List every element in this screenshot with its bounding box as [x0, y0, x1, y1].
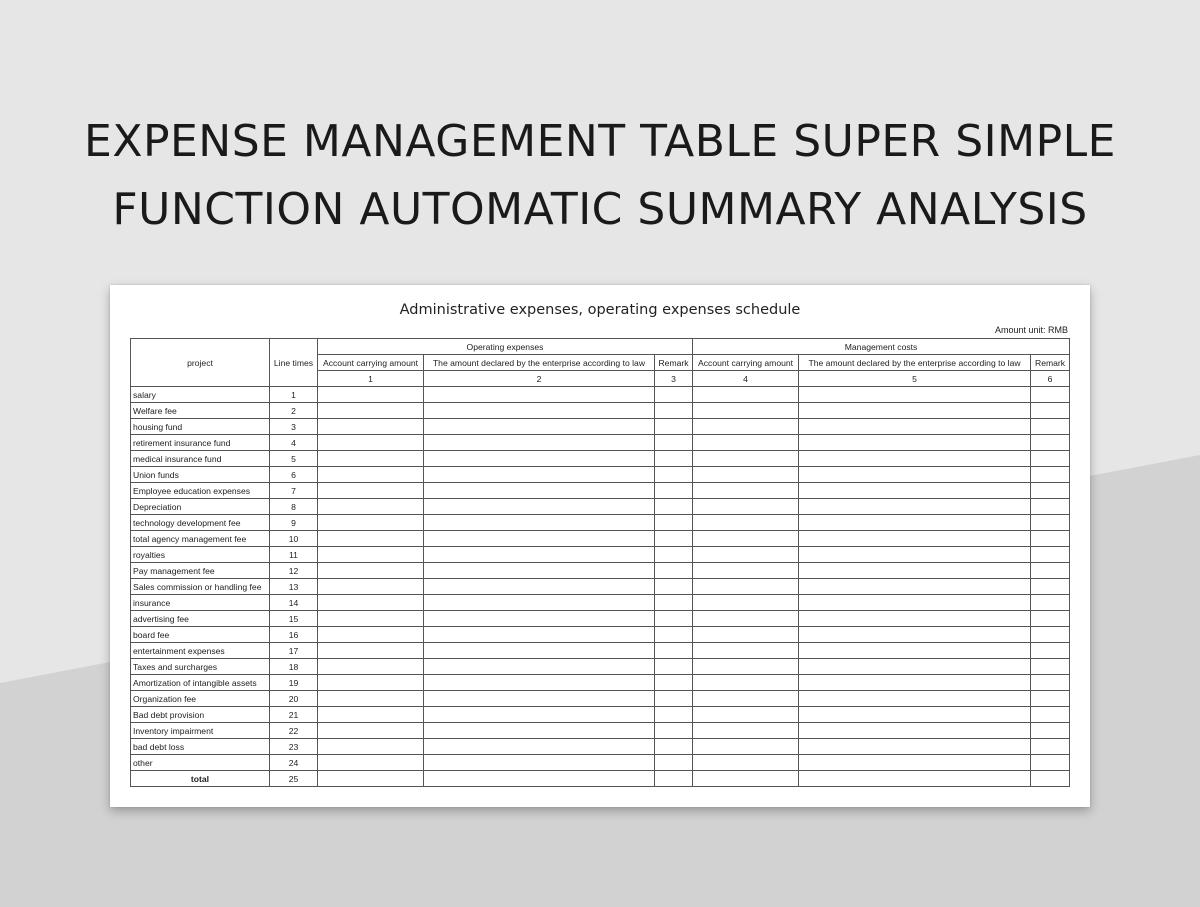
amount-cell[interactable]: [693, 627, 799, 643]
table-row: [131, 483, 1070, 499]
header-account-carrying-amount: Account carrying amount: [693, 355, 799, 371]
amount-cell[interactable]: [318, 467, 424, 483]
amount-cell[interactable]: [318, 515, 424, 531]
amount-cell[interactable]: [1031, 723, 1070, 739]
amount-cell[interactable]: [424, 515, 655, 531]
amount-cell[interactable]: [693, 579, 799, 595]
amount-cell[interactable]: [799, 499, 1031, 515]
amount-cell[interactable]: [1031, 419, 1070, 435]
amount-cell[interactable]: [1031, 483, 1070, 499]
amount-cell[interactable]: [424, 435, 655, 451]
project-cell: Inventory impairment: [131, 723, 270, 739]
amount-cell[interactable]: [693, 595, 799, 611]
amount-cell[interactable]: [655, 483, 693, 499]
column-number: 2: [424, 371, 655, 387]
amount-cell[interactable]: [424, 739, 655, 755]
amount-cell[interactable]: [424, 627, 655, 643]
table-row: [131, 467, 1070, 483]
amount-cell[interactable]: [424, 483, 655, 499]
project-cell: technology development fee: [131, 515, 270, 531]
amount-cell[interactable]: [318, 563, 424, 579]
project-cell: total agency management fee: [131, 531, 270, 547]
amount-cell[interactable]: [655, 547, 693, 563]
amount-cell[interactable]: [318, 435, 424, 451]
project-cell: Sales commission or handling fee: [131, 579, 270, 595]
amount-cell[interactable]: [1031, 515, 1070, 531]
table-row: [131, 451, 1070, 467]
table-row: [131, 659, 1070, 675]
amount-cell[interactable]: [424, 499, 655, 515]
amount-cell[interactable]: [424, 691, 655, 707]
amount-cell[interactable]: [693, 739, 799, 755]
amount-cell[interactable]: [693, 435, 799, 451]
project-cell: salary: [131, 387, 270, 403]
header-account-carrying-amount: Account carrying amount: [318, 355, 424, 371]
amount-cell[interactable]: [799, 771, 1031, 787]
header-operating-expenses: Operating expenses: [318, 339, 693, 355]
line-number-cell: 12: [270, 563, 318, 579]
amount-cell[interactable]: [693, 403, 799, 419]
amount-cell[interactable]: [799, 547, 1031, 563]
amount-cell[interactable]: [1031, 467, 1070, 483]
amount-cell[interactable]: [655, 531, 693, 547]
line-number-cell: 9: [270, 515, 318, 531]
amount-cell[interactable]: [1031, 659, 1070, 675]
project-cell: bad debt loss: [131, 739, 270, 755]
line-number-cell: 25: [270, 771, 318, 787]
amount-cell[interactable]: [1031, 579, 1070, 595]
project-cell: Union funds: [131, 467, 270, 483]
amount-cell[interactable]: [655, 467, 693, 483]
header-line-times: Line times: [270, 339, 318, 387]
amount-cell[interactable]: [799, 387, 1031, 403]
line-number-cell: 1: [270, 387, 318, 403]
column-number: 6: [1031, 371, 1070, 387]
table-row: [131, 595, 1070, 611]
amount-cell[interactable]: [318, 547, 424, 563]
amount-cell[interactable]: [424, 611, 655, 627]
amount-cell[interactable]: [693, 659, 799, 675]
table-row: [131, 547, 1070, 563]
project-cell: Organization fee: [131, 691, 270, 707]
amount-cell[interactable]: [318, 611, 424, 627]
amount-cell[interactable]: [655, 563, 693, 579]
amount-cell[interactable]: [799, 467, 1031, 483]
amount-cell[interactable]: [318, 643, 424, 659]
amount-cell[interactable]: [799, 611, 1031, 627]
amount-cell[interactable]: [655, 387, 693, 403]
expense-table: [130, 338, 1070, 787]
table-row: [131, 611, 1070, 627]
project-cell: board fee: [131, 627, 270, 643]
line-number-cell: 21: [270, 707, 318, 723]
line-number-cell: 15: [270, 611, 318, 627]
line-number-cell: 19: [270, 675, 318, 691]
amount-cell[interactable]: [318, 723, 424, 739]
amount-cell[interactable]: [318, 483, 424, 499]
amount-cell[interactable]: [799, 691, 1031, 707]
amount-cell[interactable]: [655, 627, 693, 643]
table-row: [131, 531, 1070, 547]
header-declared-amount: The amount declared by the enterprise according to law: [424, 355, 655, 371]
amount-cell[interactable]: [693, 547, 799, 563]
amount-cell[interactable]: [693, 707, 799, 723]
amount-cell[interactable]: [693, 499, 799, 515]
amount-cell[interactable]: [655, 515, 693, 531]
amount-cell[interactable]: [1031, 771, 1070, 787]
amount-cell[interactable]: [655, 499, 693, 515]
table-row: [131, 723, 1070, 739]
line-number-cell: 13: [270, 579, 318, 595]
amount-unit: Amount unit: RMB: [994, 325, 1068, 335]
amount-cell[interactable]: [318, 771, 424, 787]
amount-cell[interactable]: [424, 755, 655, 771]
banner-title-line-1: EXPENSE MANAGEMENT TABLE SUPER SIMPLE: [84, 116, 1116, 167]
amount-cell[interactable]: [318, 531, 424, 547]
amount-cell[interactable]: [424, 419, 655, 435]
amount-cell[interactable]: [1031, 611, 1070, 627]
amount-cell[interactable]: [655, 611, 693, 627]
column-number: 4: [693, 371, 799, 387]
amount-cell[interactable]: [693, 467, 799, 483]
project-cell: advertising fee: [131, 611, 270, 627]
amount-cell[interactable]: [655, 643, 693, 659]
amount-cell[interactable]: [693, 675, 799, 691]
amount-cell[interactable]: [1031, 675, 1070, 691]
amount-cell[interactable]: [1031, 691, 1070, 707]
table-row: [131, 579, 1070, 595]
column-number: 5: [799, 371, 1031, 387]
amount-cell[interactable]: [318, 755, 424, 771]
amount-cell[interactable]: [655, 435, 693, 451]
amount-cell[interactable]: [318, 595, 424, 611]
project-cell: entertainment expenses: [131, 643, 270, 659]
amount-cell[interactable]: [318, 579, 424, 595]
header-remark: Remark: [655, 355, 693, 371]
amount-cell[interactable]: [655, 723, 693, 739]
project-cell: other: [131, 755, 270, 771]
table-row: [131, 499, 1070, 515]
amount-cell[interactable]: [424, 771, 655, 787]
table-row: [131, 563, 1070, 579]
amount-cell[interactable]: [655, 739, 693, 755]
amount-cell[interactable]: [799, 755, 1031, 771]
line-number-cell: 5: [270, 451, 318, 467]
amount-cell[interactable]: [799, 579, 1031, 595]
amount-cell[interactable]: [424, 707, 655, 723]
amount-cell[interactable]: [799, 595, 1031, 611]
amount-cell[interactable]: [799, 451, 1031, 467]
line-number-cell: 20: [270, 691, 318, 707]
table-row: [131, 419, 1070, 435]
project-cell: Employee education expenses: [131, 483, 270, 499]
line-number-cell: 17: [270, 643, 318, 659]
amount-cell[interactable]: [693, 563, 799, 579]
amount-cell[interactable]: [1031, 739, 1070, 755]
amount-cell[interactable]: [799, 531, 1031, 547]
amount-cell[interactable]: [424, 675, 655, 691]
line-number-cell: 8: [270, 499, 318, 515]
amount-cell[interactable]: [1031, 643, 1070, 659]
line-number-cell: 14: [270, 595, 318, 611]
amount-cell[interactable]: [1031, 435, 1070, 451]
amount-cell[interactable]: [424, 403, 655, 419]
line-number-cell: 24: [270, 755, 318, 771]
table-row: [131, 515, 1070, 531]
amount-cell[interactable]: [655, 595, 693, 611]
amount-cell[interactable]: [424, 547, 655, 563]
amount-cell[interactable]: [693, 771, 799, 787]
amount-cell[interactable]: [1031, 451, 1070, 467]
table-row: [131, 627, 1070, 643]
line-number-cell: 2: [270, 403, 318, 419]
amount-cell[interactable]: [693, 483, 799, 499]
header-project: project: [131, 339, 270, 387]
amount-cell[interactable]: [655, 419, 693, 435]
amount-cell[interactable]: [655, 691, 693, 707]
table-row: [131, 675, 1070, 691]
amount-cell[interactable]: [318, 419, 424, 435]
table-row: [131, 739, 1070, 755]
column-number: 1: [318, 371, 424, 387]
project-cell: Amortization of intangible assets: [131, 675, 270, 691]
amount-cell[interactable]: [1031, 403, 1070, 419]
amount-cell[interactable]: [424, 595, 655, 611]
amount-cell[interactable]: [693, 451, 799, 467]
amount-cell[interactable]: [655, 707, 693, 723]
line-number-cell: 4: [270, 435, 318, 451]
table-row: [131, 691, 1070, 707]
table-row: [131, 707, 1070, 723]
amount-cell[interactable]: [693, 755, 799, 771]
amount-cell[interactable]: [799, 435, 1031, 451]
project-cell: royalties: [131, 547, 270, 563]
amount-cell[interactable]: [799, 483, 1031, 499]
amount-cell[interactable]: [693, 611, 799, 627]
amount-cell[interactable]: [693, 691, 799, 707]
project-cell: total: [131, 771, 270, 787]
amount-cell[interactable]: [655, 579, 693, 595]
header-remark: Remark: [1031, 355, 1070, 371]
line-number-cell: 18: [270, 659, 318, 675]
amount-cell[interactable]: [424, 643, 655, 659]
amount-cell[interactable]: [693, 643, 799, 659]
amount-cell[interactable]: [799, 419, 1031, 435]
amount-cell[interactable]: [799, 515, 1031, 531]
header-declared-amount: The amount declared by the enterprise according to law: [799, 355, 1031, 371]
line-number-cell: 16: [270, 627, 318, 643]
amount-cell[interactable]: [1031, 627, 1070, 643]
table-row: [131, 387, 1070, 403]
banner-title: [0, 108, 1200, 244]
project-cell: Taxes and surcharges: [131, 659, 270, 675]
banner-title-line-2: FUNCTION AUTOMATIC SUMMARY ANALYSIS: [112, 184, 1088, 235]
amount-cell[interactable]: [424, 451, 655, 467]
amount-cell[interactable]: [318, 499, 424, 515]
amount-cell[interactable]: [424, 579, 655, 595]
amount-cell[interactable]: [424, 531, 655, 547]
amount-cell[interactable]: [799, 723, 1031, 739]
amount-cell[interactable]: [693, 723, 799, 739]
project-cell: Pay management fee: [131, 563, 270, 579]
table-row: [131, 435, 1070, 451]
project-cell: Depreciation: [131, 499, 270, 515]
line-number-cell: 23: [270, 739, 318, 755]
amount-cell[interactable]: [318, 451, 424, 467]
amount-cell[interactable]: [655, 659, 693, 675]
line-number-cell: 10: [270, 531, 318, 547]
table-row: [131, 755, 1070, 771]
amount-cell[interactable]: [693, 531, 799, 547]
amount-cell[interactable]: [318, 675, 424, 691]
amount-cell[interactable]: [424, 723, 655, 739]
amount-cell[interactable]: [799, 739, 1031, 755]
amount-cell[interactable]: [424, 659, 655, 675]
header-management-costs: Management costs: [693, 339, 1070, 355]
amount-cell[interactable]: [655, 451, 693, 467]
amount-cell[interactable]: [424, 563, 655, 579]
table-row: [131, 643, 1070, 659]
amount-cell[interactable]: [655, 403, 693, 419]
line-number-cell: 11: [270, 547, 318, 563]
amount-cell[interactable]: [424, 467, 655, 483]
amount-cell[interactable]: [693, 419, 799, 435]
amount-cell[interactable]: [655, 675, 693, 691]
amount-cell[interactable]: [799, 675, 1031, 691]
amount-cell[interactable]: [799, 707, 1031, 723]
amount-cell[interactable]: [1031, 563, 1070, 579]
line-number-cell: 22: [270, 723, 318, 739]
amount-cell[interactable]: [318, 627, 424, 643]
project-cell: insurance: [131, 595, 270, 611]
column-number: 3: [655, 371, 693, 387]
line-number-cell: 6: [270, 467, 318, 483]
project-cell: medical insurance fund: [131, 451, 270, 467]
amount-cell[interactable]: [799, 643, 1031, 659]
spreadsheet-preview: [110, 285, 1090, 807]
project-cell: Bad debt provision: [131, 707, 270, 723]
amount-cell[interactable]: [1031, 595, 1070, 611]
amount-cell[interactable]: [1031, 531, 1070, 547]
amount-cell[interactable]: [655, 771, 693, 787]
line-number-cell: 7: [270, 483, 318, 499]
amount-cell[interactable]: [1031, 547, 1070, 563]
amount-cell[interactable]: [318, 691, 424, 707]
line-number-cell: 3: [270, 419, 318, 435]
amount-cell[interactable]: [1031, 755, 1070, 771]
amount-cell[interactable]: [799, 659, 1031, 675]
amount-cell[interactable]: [1031, 387, 1070, 403]
amount-cell[interactable]: [424, 387, 655, 403]
amount-cell[interactable]: [799, 403, 1031, 419]
amount-cell[interactable]: [318, 403, 424, 419]
amount-cell[interactable]: [693, 515, 799, 531]
amount-cell[interactable]: [318, 659, 424, 675]
amount-cell[interactable]: [799, 627, 1031, 643]
sheet-title: Administrative expenses, operating expenses schedule: [399, 302, 801, 318]
amount-cell[interactable]: [318, 739, 424, 755]
amount-cell[interactable]: [318, 387, 424, 403]
amount-cell[interactable]: [799, 563, 1031, 579]
amount-cell[interactable]: [693, 387, 799, 403]
project-cell: housing fund: [131, 419, 270, 435]
amount-cell[interactable]: [1031, 499, 1070, 515]
amount-cell[interactable]: [655, 755, 693, 771]
table-total-row: [131, 771, 1070, 787]
table-row: [131, 403, 1070, 419]
amount-cell[interactable]: [1031, 707, 1070, 723]
project-cell: retirement insurance fund: [131, 435, 270, 451]
amount-cell[interactable]: [318, 707, 424, 723]
project-cell: Welfare fee: [131, 403, 270, 419]
